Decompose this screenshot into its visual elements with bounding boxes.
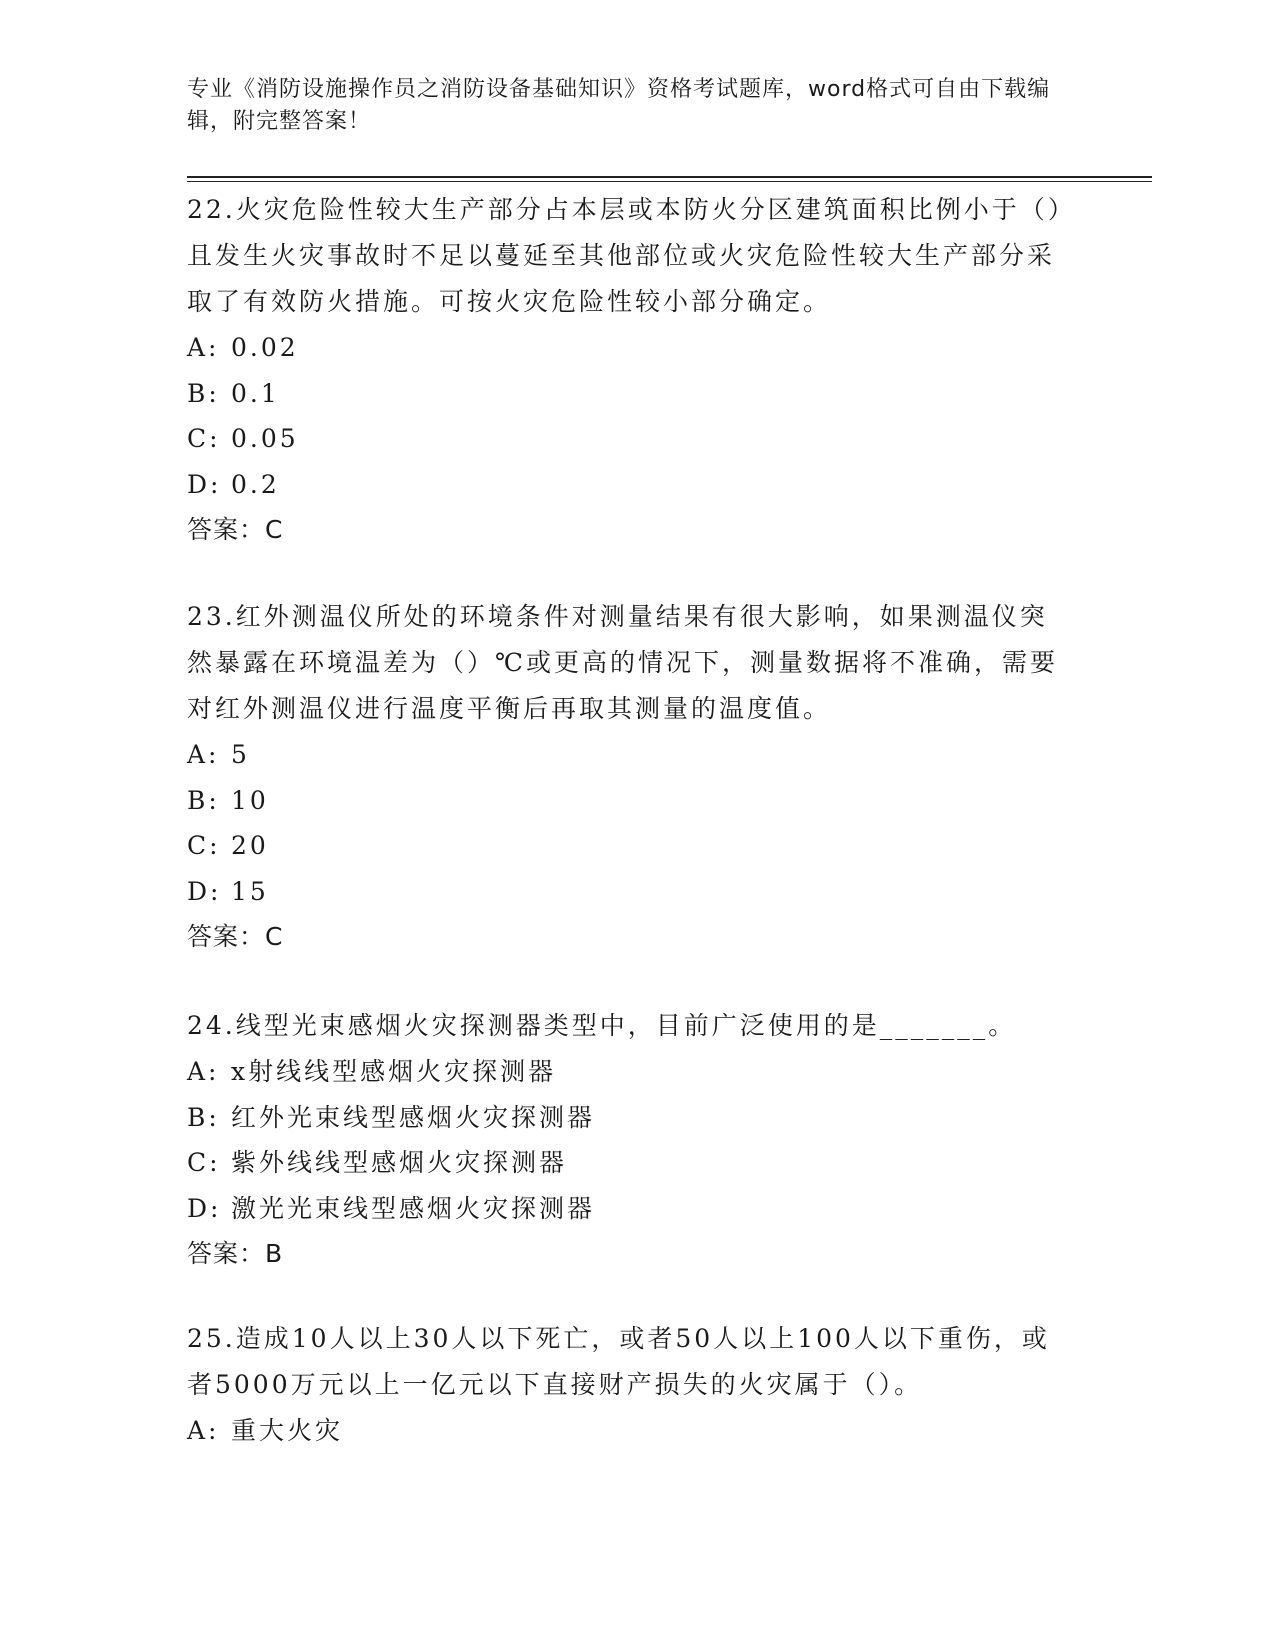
option-text: 红外光束线型感烟火灾探测器 [231,1102,596,1132]
option-text: 0.05 [231,424,299,453]
option-key: C: [187,424,221,453]
option-key: B: [187,1102,220,1132]
option-a [187,1049,1067,1095]
option-key: A: [187,740,220,769]
option-text: 激光光束线型感烟火灾探测器 [231,1193,596,1223]
question-25 [187,1316,1067,1454]
option-text: 0.2 [231,469,280,499]
question-stem: 24.线型光束感烟火灾探测器类型中，目前广泛使用的是_______。 [187,1011,1017,1040]
option-key: A: [187,1057,220,1086]
option-a [187,732,1067,778]
option-key: C: [187,1148,221,1177]
option-key: B: [187,785,220,815]
question-24 [187,1003,1067,1277]
question-stem: 25.造成10人以上30人以下死亡，或者50人以上100人以下重伤，或者5000万元以上一亿元以下直接财产损失的火灾属于（）。 [187,1324,1050,1399]
option-text: 10 [231,785,269,815]
option-d [187,1186,1067,1232]
option-text: 15 [231,876,269,906]
question-stem: 23.红外测温仪所处的环境条件对测量结果有很大影响，如果测温仪突然暴露在环境温差为（）℃或更高的情况下，测量数据将不准确，需要对红外测温仪进行温度平衡后再取其测量的温度值。 [187,602,1058,723]
option-a [187,325,1067,371]
option-key: A: [187,1416,220,1445]
option-d [187,462,1067,508]
option-text: 紫外线线型感烟火灾探测器 [231,1148,568,1177]
question-stem: 22.火灾危险性较大生产部分占本层或本防火分区建筑面积比例小于（）且发生火灾事故时不足以蔓延至其他部位或火灾危险性较大生产部分采取了有效防火措施。可按火灾危险性较小部分确定。 [187,195,1064,316]
option-key: D: [187,469,222,499]
option-b [187,1095,1067,1141]
answer-line: 答案：C [187,922,284,951]
question-22 [187,187,1067,553]
answer-line: 答案：C [187,515,284,544]
answer-line: 答案：B [187,1239,284,1268]
option-text: x射线线型感烟火灾探测器 [231,1057,557,1086]
option-key: B: [187,378,220,408]
option-text: 5 [231,740,250,769]
option-a [187,1408,1067,1454]
option-text: 重大火灾 [231,1416,344,1445]
option-text: 20 [231,831,269,860]
question-23 [187,594,1067,960]
option-text: 0.1 [231,378,280,408]
document-header: 专业《消防设施操作员之消防设备基础知识》资格考试题库，word格式可自由下载编辑，附完整答案！ [187,77,1051,134]
option-key: A: [187,333,220,362]
header-divider-thin [187,181,1152,182]
option-key: D: [187,876,222,906]
option-c [187,416,1067,462]
option-key: D: [187,1193,222,1223]
option-c [187,1140,1067,1186]
option-text: 0.02 [231,333,299,362]
option-b [187,778,1067,824]
header-divider-thick [187,176,1152,178]
option-key: C: [187,831,221,860]
option-d [187,869,1067,915]
option-b [187,371,1067,417]
option-c [187,823,1067,869]
